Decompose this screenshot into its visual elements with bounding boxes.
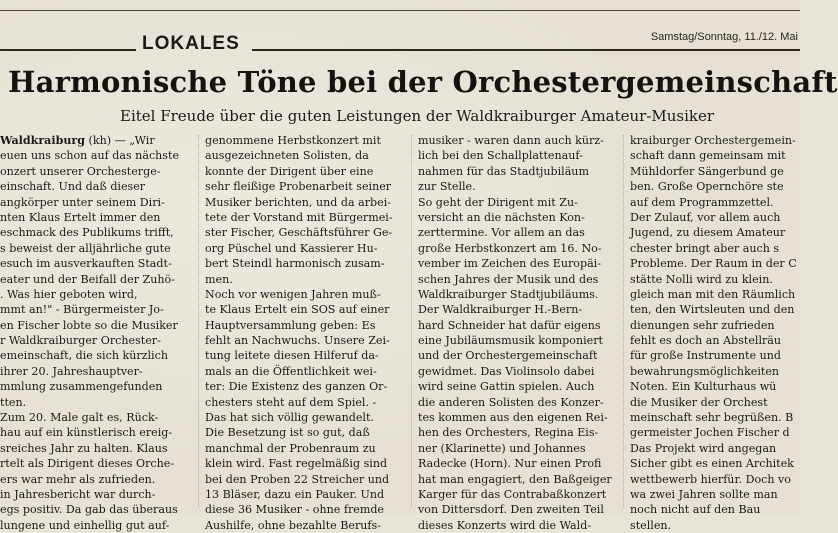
text-line: meinschaft sehr begrüßen. B <box>630 411 794 425</box>
text-line: mmlung zusammengefunden <box>0 380 163 394</box>
text-line: wettbewerb hierfür. Doch vo <box>630 472 791 486</box>
text-line: klein wird. Fast regelmäßig sind <box>205 457 388 471</box>
text-line: schen Jahres der Musik und des <box>418 272 599 286</box>
text-line: Mühldorfer Sängerbund ge <box>630 164 784 178</box>
text-line: dieses Konzerts wird die Wald- <box>418 518 592 532</box>
section-label: LOKALES <box>142 33 240 54</box>
text-line: Das hat sich völlig gewandelt. <box>205 411 374 425</box>
text-line: Karger für das Contrabaßkonzert <box>418 487 607 501</box>
text-line: nahmen für das Stadtjubiläum <box>418 164 589 178</box>
text-line: noch nicht auf den Bau <box>630 503 761 517</box>
text-line: zerttermine. Vor allem an das <box>418 226 585 240</box>
text-line: r Waldkraiburger Orchester- <box>0 334 161 348</box>
text-line: org Püschel und Kassierer Hu- <box>205 241 378 255</box>
article-column-3 <box>418 133 618 532</box>
text-line: gewidmet. Das Violinsolo dabei <box>418 364 595 378</box>
text-line: musiker - waren dann auch kürz- <box>418 134 604 147</box>
text-line: te Klaus Ertelt ein SOS auf einer <box>205 303 390 317</box>
article-column-1 <box>0 133 190 532</box>
text-line: Musiker berichten, und da arbei- <box>205 195 391 209</box>
text-line: eschmack des Publikums trifft, <box>0 226 174 240</box>
text-line: ausgezeichneten Solisten, da <box>205 149 369 163</box>
text-line: wa zwei Jahren sollte man <box>630 487 778 501</box>
text-line: bei den Proben 22 Streicher und <box>205 472 390 486</box>
text-line: hau auf ein künstlerisch ereig- <box>0 426 173 440</box>
text-line: stätte Nolli wird zu klein. <box>630 272 773 286</box>
text-line: So geht der Dirigent mit Zu- <box>418 195 578 209</box>
text-line: rtelt als Dirigent dieses Orche- <box>0 457 175 471</box>
text-line: ten, den Wirtsleuten und den <box>630 303 795 317</box>
text-line: emeinschaft, die sich kürzlich <box>0 349 168 363</box>
text-line: men. <box>205 272 233 286</box>
article-headline: Harmonische Töne bei der Orchestergemeinschaft <box>8 65 838 99</box>
text-line: stellen. <box>630 518 672 532</box>
text-line: mals an die Öffentlichkeit wei- <box>205 364 377 378</box>
text-line: lich bei den Schallplattenauf- <box>418 149 583 163</box>
text-line: nten Klaus Ertelt immer den <box>0 210 161 224</box>
text-line: sreiches Jahr zu halten. Klaus <box>0 441 168 455</box>
text-line: die anderen Solisten des Konzer- <box>418 395 604 409</box>
article-column-4 <box>630 133 800 532</box>
text-line: lungene und einhellig gut auf- <box>0 518 170 532</box>
text-line: konnte der Dirigent über eine <box>205 164 374 178</box>
column-divider <box>623 135 624 507</box>
text-line: angkörper unter seinem Diri- <box>0 195 165 209</box>
text-line: ster Fischer, Geschäftsführer Ge- <box>205 226 393 240</box>
text-line: manchmal der Probenraum zu <box>205 441 376 455</box>
text-line: in Jahresbericht war durch- <box>0 487 156 501</box>
text-line: große Herbstkonzert am 16. No- <box>418 241 602 255</box>
text-line: Noten. Ein Kulturhaus wü <box>630 380 777 394</box>
text-line: tes kommen aus den eigenen Rei- <box>418 411 608 425</box>
text-line: chester bringt aber auch s <box>630 241 780 255</box>
text-line: fehlt an Nachwuchs. Unsere Zei- <box>205 334 390 348</box>
text-line: eine Jubiläumsmusik komponiert <box>418 334 603 348</box>
issue-date: Samstag/Sonntag, 11./12. Mai <box>650 31 798 43</box>
text-line: zur Stelle. <box>418 180 476 194</box>
text-line: s beweist der alljährliche gute <box>0 241 171 255</box>
text-line: onzert unserer Orchesterge- <box>0 164 161 178</box>
article-column-2 <box>205 133 403 532</box>
text-line: Zum 20. Male galt es, Rück- <box>0 411 159 425</box>
column-divider <box>411 135 412 507</box>
text-line: genommene Herbstkonzert mit <box>205 134 381 147</box>
text-line: Der Waldkraiburger H.-Bern- <box>418 303 583 317</box>
text-line: Hauptversammlung geben: Es <box>205 318 376 332</box>
text-line: ihrer 20. Jahreshauptver- <box>0 364 143 378</box>
text-line: Der Zulauf, vor allem auch <box>630 210 781 224</box>
text-line: vember im Zeichen des Europäi- <box>418 257 601 271</box>
text-line: chesters steht auf dem Spiel. - <box>205 395 377 409</box>
text-line: versicht an die nächsten Kon- <box>418 210 585 224</box>
text-line: Jugend, zu diesem Amateur <box>630 226 786 240</box>
text-line: Waldkraiburg (kh) — „Wir <box>0 134 155 147</box>
text-line: eater und der Beifall der Zuhö- <box>0 272 175 286</box>
text-line: Noch vor wenigen Jahren muß- <box>205 287 381 301</box>
text-line: diese 36 Musiker - ohne fremde <box>205 503 385 517</box>
text-line: germeister Jochen Fischer d <box>630 426 790 440</box>
text-line: dienungen sehr zufrieden <box>630 318 775 332</box>
text-line: ner (Klarinette) und Johannes <box>418 441 586 455</box>
text-line: von Dittersdorf. Den zweiten Teil <box>418 503 604 517</box>
text-line: . Was hier geboten wird, <box>0 287 138 301</box>
text-line: Radecke (Horn). Nur einen Profi <box>418 457 602 471</box>
text-line: Das Projekt wird angegan <box>630 441 777 455</box>
text-line: hat man engagiert, den Baßgeiger <box>418 472 612 486</box>
text-line: für große Instrumente und <box>630 349 781 363</box>
text-line: en Fischer lobte so die Musiker <box>0 318 178 332</box>
header-rule-right <box>252 49 800 51</box>
text-line: egs positiv. Da gab das überaus <box>0 503 178 517</box>
article-subheadline: Eitel Freude über die guten Leistungen der Waldkraiburger Amateur-Musiker <box>120 107 715 125</box>
text-line: kraiburger Orchestergemein- <box>630 134 796 147</box>
text-line: hen des Orchesters, Regina Eis- <box>418 426 599 440</box>
text-line: Sicher gibt es einen Architek <box>630 457 794 471</box>
text-line: hard Schneider hat dafür eigens <box>418 318 601 332</box>
text-line: euen uns schon auf das nächste <box>0 149 180 163</box>
text-line: ter: Die Existenz des ganzen Or- <box>205 380 388 394</box>
text-line: Die Besetzung ist so gut, daß <box>205 426 370 440</box>
text-line: ben. Große Opernchöre ste <box>630 180 784 194</box>
text-line: auf dem Programmzettel. <box>630 195 774 209</box>
text-line: Waldkraiburger Stadtjubiläums. <box>418 287 599 301</box>
text-line: Aushilfe, ohne bezahlte Berufs- <box>205 518 381 532</box>
text-line: die Musiker der Orchest <box>630 395 768 409</box>
text-line: bert Steindl harmonisch zusam- <box>205 257 385 271</box>
dateline: Waldkraiburg <box>0 134 86 147</box>
text-line: Probleme. Der Raum in der C <box>630 257 797 271</box>
text-line: mmt an!" - Bürgermeister Jo- <box>0 303 164 317</box>
text-line: schaft dann gemeinsam mit <box>630 149 786 163</box>
column-divider <box>198 135 199 507</box>
text-line: gleich man mit den Räumlich <box>630 287 796 301</box>
top-rule <box>0 10 800 11</box>
text-line: tung leitete diesen Hilferuf da- <box>205 349 379 363</box>
text-line: ers war mehr als zufrieden. <box>0 472 156 486</box>
text-line: fehlt es doch an Abstellräu <box>630 334 782 348</box>
text-line: esuch im ausverkauften Stadt- <box>0 257 172 271</box>
text-line: sehr fleißige Probenarbeit seiner <box>205 180 392 194</box>
text-line: tten. <box>0 395 27 409</box>
text-line: tete der Vorstand mit Bürgermei- <box>205 210 393 224</box>
text-line: und der Orchestergemeinschaft <box>418 349 598 363</box>
text-line: einschaft. Und daß dieser <box>0 180 146 194</box>
text-line: 13 Bläser, dazu ein Pauker. Und <box>205 487 385 501</box>
header-rule-left <box>0 49 136 51</box>
text-line: bewahrungsmöglichkeiten <box>630 364 780 378</box>
text-line: wird seine Gattin spielen. Auch <box>418 380 595 394</box>
